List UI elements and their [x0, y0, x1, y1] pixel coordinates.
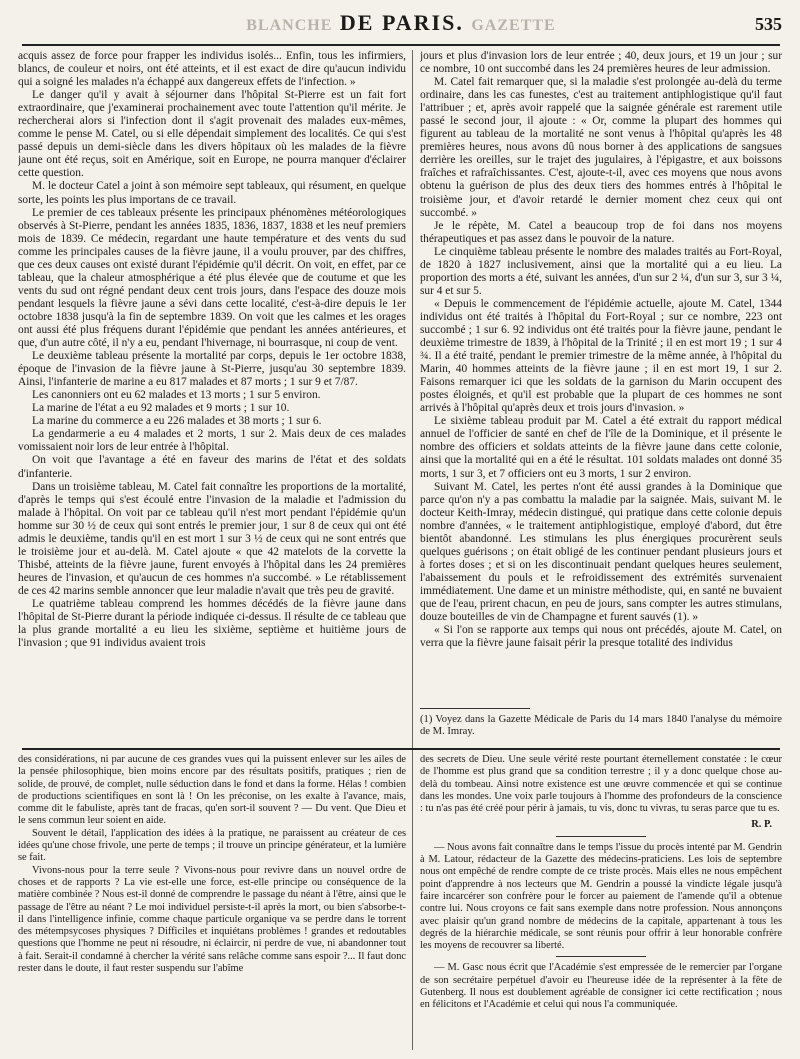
paragraph: Le deuxième tableau présente la mortalité par corps, depuis le 1er octobre 1838, époque de l'invasion de la fièvre jaune à St-Pierre, jusqu'au 30 septembre 1839. Ainsi, l'infanterie de marine a eu 817 malades et 87 morts ; 1 sur 9 et 7/87. [18, 350, 406, 389]
page-title [20, 10, 782, 36]
paragraph: Le quatrième tableau comprend les hommes décédés de la fièvre jaune dans l'hôpital de St-Pierre durant la période indiquée ci-dessus. Il résulte de ce tableau que la plus grande mortalité a eu lieu les sixième, septième et huitième jours de l'invasion ; que 91 individus avaient trois [18, 597, 406, 650]
paragraph: des secrets de Dieu. Une seule vérité reste pourtant éternellement constatée : le cœur de l'homme est plus grand que sa condition terrestre ; il y a donc quelque chose au-delà du tombeau. Ainsi notre existence est une œuvre commencée et qui se continue dans les mondes. Une voix parle toujours à l'homme des profondeurs de la conscience : tu n'as pas été créé pour périr à jamais, tu vis, donc tu vivras, tu seras parce que tu es. [420, 754, 782, 815]
upper-right-column [420, 50, 782, 690]
paragraph: Dans un troisième tableau, M. Catel fait connaître les proportions de la mortalité, d'après le temps qui s'est écoulé entre l'invasion de la maladie et l'admission du malade à l'hôpital. On voit par ce tableau qu'il n'est mort pendant l'épidémie qu'un homme sur 30 ½ de ceux qui sont entrés le premier jour, 1 sur 8 de ceux qui ont été admis le deuxième, tandis qu'il en est mort 1 sur 3 ½ de ceux qui ne sont entrés que le troisième jour et au-delà. M. Catel ajoute « que 42 matelots de la corvette la Thisbé, atteints de la fièvre jaune, furent envoyés à l'hôpital dans les 24 premières heures de l'invasion, et qu'aucun de ces hommes n'a succombé. » Le rétablissement de ces 42 marins semble annoncer que leur maladie n'avait que très peu de gravité. [18, 480, 406, 597]
feuilleton-rule [22, 748, 780, 750]
paragraph: Le danger qu'il y avait à séjourner dans l'hôpital St-Pierre est un fait fort extraordinaire, que j'examinerai prochainement avec toute l'attention qu'il mérite. Je rechercherai alors si l'infection dont il s'agit provenait des malades eux-mêmes, comme le pense M. Catel, ou si elle dépendait simplement des localités. Ce qui s'est passé depuis un demi-siècle dans les divers hôpitaux où les malades de la fièvre jaune ont été reçus, soit en Amérique, soit en Europe, ne pourra manquer d'éclairer cette question. [18, 89, 406, 180]
paragraph: « Si l'on se rapporte aux temps qui nous ont précédés, ajoute M. Catel, on verra que la fièvre jaune faisait périr la presque totalité des individus [420, 624, 782, 650]
header-ghost-right: GAZETTE [471, 17, 556, 34]
news-item: — M. Gasc nous écrit que l'Académie s'est empressée de le remercier par l'organe de son secrétaire perpétuel d'avoir eu l'heureuse idée de la représenter à la fête de Gutenberg. Il nous est doublement agréable de consigner ici cette rectification ; nous en félicitons et l'Académie et celui qui nous l'a communiquée. [420, 962, 782, 1011]
news-item: — Nous avons fait connaître dans le temps l'issue du procès intenté par M. Gendrin à M. Latour, rédacteur de la Gazette des médecins-praticiens. Les lois de septembre nous ont empêché de rendre compte de ce triste procès. Mais elles ne nous empêchent point d'apprendre à nos lecteurs que M. Gendrin a poussé la vindicte légale jusqu'à faire incarcérer son confrère pour le forcer au paiement de l'amende qu'il a obtenue contre lui. Nous croyons ce fait sans exemple dans notre profession. Nous annonçons avec plaisir qu'un grand nombre de médecins de la capitale, appartenant à tous les degrés de la hiérarchie médicale, se sont réunis pour offrir à leur honorable confrère les moyens de recouvrer sa liberté. [420, 841, 782, 952]
lower-right-column [420, 754, 782, 1052]
paragraph: Vivons-nous pour la terre seule ? Vivons-nous pour revivre dans un nouvel ordre de choses et de rapports ? La vie est-elle une force, est-elle principe ou conséquence de la matière combinée ? Nous est-il donné de comprendre le passage du néant à l'être, ainsi que le passage de l'être au néant ? Le moi individuel persiste-t-il après la mort, ou bien s'absorbe-t-il dans l'intelligence infinie, comme chaque particule organique va se perdre dans le torrent des métempsycoses physiques ? Difficiles et inquiétans problèmes ! grandes et redoutables questions que l'homme ne peut ni résoudre, ni éclaircir, ni perdre de vue, ni abandonner tout à fait. Serait-il condamné à chercher la vérité sans relâche comme sans espoir ?... Il faut donc rester dans le doute, il faut rester suspendu sur l'abîme [18, 864, 406, 975]
divider [556, 956, 646, 957]
column-separator [412, 50, 413, 1050]
paragraph: jours et plus d'invasion lors de leur entrée ; 40, deux jours, et 19 un jour ; sur ce nombre, 10 ont succombé dans les 24 premières heures de leur admission. [420, 50, 782, 76]
paragraph: Je le répète, M. Catel a beaucoup trop de foi dans nos moyens thérapeutiques et pas assez dans le pouvoir de la nature. [420, 219, 782, 245]
page-header [20, 10, 782, 44]
paragraph: Suivant M. Catel, les pertes n'ont été aussi grandes à la Dominique que parce qu'on n'y a pas combattu la maladie par la saignée. Mais, suivant M. le docteur Keith-Imray, médecin distingué, qui pratique dans cette colonie depuis nombre d'années, « le traitement antiphlogistique, employé d'abord, dut être bientôt abandonné. Les stimulans les plus énergiques procurèrent seuls quelques guérisons ; on était obligé de les continuer pendant plusieurs jours et à fortes doses ; et si on les discontinuait pendant quelques heures seulement, l'abaissement du pouls et le refroidissement des extrémités survenaient immédiatement. Une dame et un ministre méthodiste, qui, en santé ne buvaient que de l'eau, prirent chacun, en peu de jours, sans compter les autres stimulans, douze bouteilles de vin de Champagne et furent sauvés (1). » [420, 480, 782, 624]
paragraph: Le premier de ces tableaux présente les principaux phénomènes météorologiques observés à St-Pierre, pendant les années 1835, 1836, 1837, 1838 et les neuf premiers mois de 1839. Ce médecin, regardant une haute température et des vents du sud comme les principales causes de la fièvre jaune, il a voulu prouver, par des chiffres, que ces deux causes ont existé durant l'épidémie qu'il décrit. On voit, en effet, par ce tableau, que la chaleur atmosphérique a été plus élevée que de coutume et que les vents du sud ont régné pendant deux cent trois jours, dans l'espace des douze mois pendant lesquels la fièvre jaune a sévi dans cette localité, c'est-à-dire depuis le 1er octobre 1838 jusqu'à la fin de septembre 1839. On voit que les calmes et les orages ont aussi été plus fréquens durant l'épidémie que pendant les années antérieures, et que, d'un autre côté, il n'y a eu, pendant l'hivernage, ni bourrasque, ni coup de vent. [18, 206, 406, 350]
lower-left-column [18, 754, 406, 1052]
paragraph: La marine du commerce a eu 226 malades et 38 morts ; 1 sur 6. [32, 415, 322, 428]
header-ghost-left: BLANCHE [246, 17, 333, 34]
upper-left-column [18, 50, 406, 690]
footnote: (1) Voyez dans la Gazette Médicale de Paris du 14 mars 1840 l'analyse du mémoire de M. Imray. [420, 714, 782, 738]
page-number: 535 [755, 14, 782, 34]
header-rule [22, 44, 780, 46]
paragraph: On voit que l'avantage a été en faveur des marins de l'état et des soldats d'infanterie. [18, 454, 406, 480]
paragraph: Souvent le détail, l'application des idées à la pratique, ne paraissent au créateur de ces idées qu'une chose frivole, une perte de temps ; il trouve un principe générateur, et la lumière se fait. [18, 827, 406, 864]
paragraph: Les canonniers ont eu 62 malades et 13 morts ; 1 sur 5 environ. [32, 389, 321, 402]
footnote-rule [420, 708, 530, 709]
paragraph: La gendarmerie a eu 4 malades et 2 morts, 1 sur 2. Mais deux de ces malades vomissaient noir lors de leur entrée à l'hôpital. [18, 428, 406, 454]
signature: R. P. [751, 819, 772, 831]
paragraph: des considérations, ni par aucune de ces grandes vues qui la puissent enlever sur les ailes de la pensée philosophique, bien moins encore par des résultats positifs, pratiques ; rien de solide, de prouvé, de complet, nulle séduction dans le fond et dans la forme. Hélas ! combien de productions scientifiques en sont là ! On les préconise, on les exalte à l'avance, mais, comme dit le fabuliste, après tant de fracas, qu'en sort-il souvent ? — Du vent. Que Dieu et le sens commun leur soient en aide. [18, 754, 406, 827]
paragraph: « Depuis le commencement de l'épidémie actuelle, ajoute M. Catel, 1344 individus ont été traités à l'hôpital du Fort-Royal ; sur ce nombre, 223 ont succombé ; 1 sur 6. 92 individus ont été traités pour la fièvre jaune, pendant le deuxième trimestre de 1839, à l'hôpital de la Trinité ; il en est mort 19 ; 1 sur 4 ¾. Il a été traité, pendant le premier trimestre de la même année, à l'hôpital du Marin, 40 hommes atteints de la fièvre jaune ; il en est mort 19, 1 sur 2. Faisons remarquer ici que les soldats de la garnison du Marin occupent des postes éloignés, et qu'il est probable que la plupart de ces hommes ne sont arrivés à l'hôpital qu'après deux et trois jours d'invasion. » [420, 297, 782, 415]
paragraph: M. Catel fait remarquer que, si la maladie s'est prolongée au-delà du terme ordinaire, dans les cas funestes, c'est au traitement antiphlogistique qu'il faut l'attribuer ; et, après avoir rappelé que la saignée générale est rarement utile passé le second jour, il ajoute : « Or, comme la plupart des hommes qui figurent au tableau de la mortalité ne sont venus à l'hôpital qu'après les 48 premières heures, nous avons dû nous borner à des applications de sangsues derrière les oreilles, sur le trajet des jugulaires, à l'épigastre, et aux boissons fraîches et rafraîchissantes. C'est, ajoute-t-il, avec ces moyens que nous avons obtenu la guérison de plus des deux tiers des hommes entrés à l'hôpital le troisième jour, et d'avoir retardé le dernier moment chez ceux qui ont succombé. » [420, 76, 782, 219]
paragraph: Le cinquième tableau présente le nombre des malades traités au Fort-Royal, de 1820 à 1827 inclusivement, ainsi que la mortalité qui a eu lieu. La proportion des morts a été, suivant les années, d'un sur 2 ¼, d'un sur 3, sur 3 ¼, sur 4 et sur 5. [420, 245, 782, 297]
paragraph: M. le docteur Catel a joint à son mémoire sept tableaux, qui résument, en quelque sorte, les points les plus importans de ce travail. [18, 180, 406, 206]
paragraph: Le sixième tableau produit par M. Catel a été extrait du rapport médical annuel de l'officier de santé en chef de l'île de la Dominique, et il présente le nombre des officiers et soldats atteints de la fièvre jaune dans cette colonie, ainsi que la mortalité qui en a été le résultat. 101 soldats malades ont donné 35 morts, 1 sur 3, et 7 officiers ont eu 3 morts, 1 sur 2 environ. [420, 415, 782, 480]
paragraph: La marine de l'état a eu 92 malades et 9 morts ; 1 sur 10. [32, 402, 290, 415]
divider [556, 836, 646, 837]
header-title-text: DE PARIS. [339, 10, 464, 35]
paragraph: acquis assez de force pour frapper les individus isolés... Enfin, tous les infirmiers, blancs, de couleur et noirs, ont été atteints, et il est exact de dire qu'aucun individu qui a soigné les malades n'a échappé aux dangereux effets de l'infection. » [18, 50, 406, 89]
